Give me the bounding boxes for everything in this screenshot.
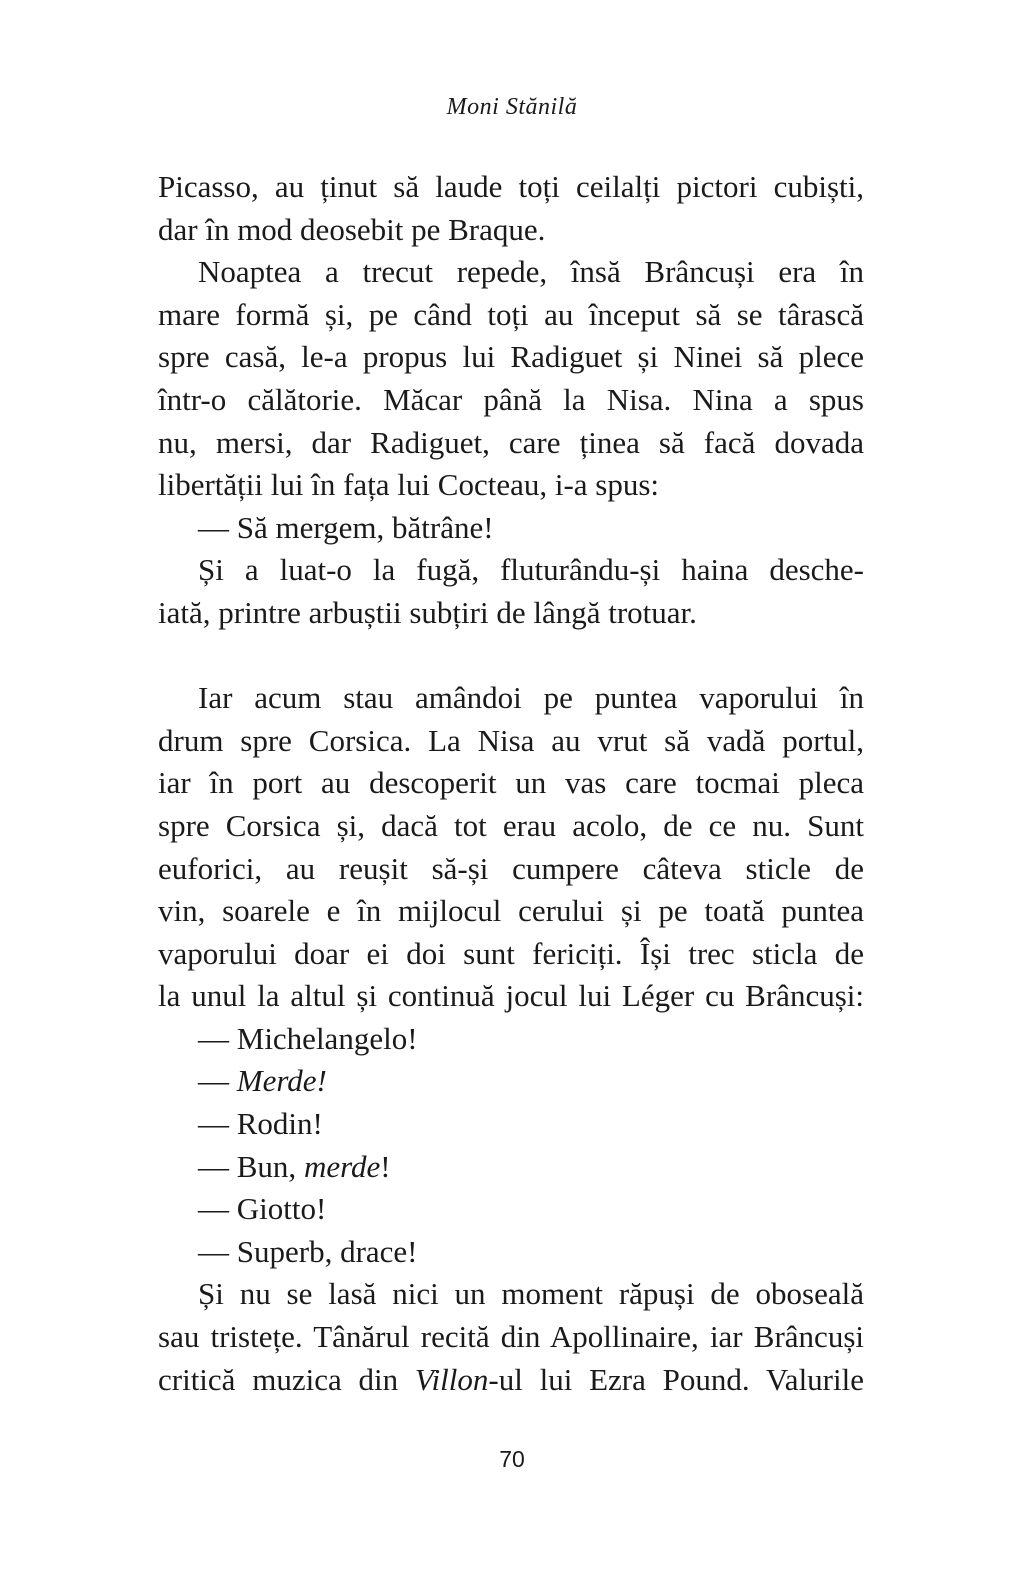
line-prefix: critică muzica din	[158, 1361, 415, 1397]
text-line: la unul la altul și continuă jocul lui Léger cu Brâncuși:	[158, 978, 864, 1014]
text-line: Și a luat-o la fugă, fluturându-și haina desche-	[198, 552, 864, 588]
italic-text: merde	[303, 1148, 381, 1184]
text-line: libertății lui în fața lui Cocteau, i-a spus:	[158, 467, 660, 503]
text-line: într-o călătorie. Măcar până la Nisa. Nina a spus	[158, 381, 864, 417]
italic-text: Villon	[414, 1361, 489, 1397]
dialogue-line	[158, 1146, 864, 1189]
text-line: iar în port au descoperit un vas care tocmai pleca	[158, 765, 864, 801]
dialogue-suffix: !	[380, 1148, 391, 1184]
dialogue-line: — Michelangelo!	[198, 1020, 418, 1056]
text-line: vaporului doar ei doi sunt fericiți. Își trec sticla de	[158, 935, 864, 971]
text-line: drum spre Corsica. La Nisa au vrut să vadă portul,	[158, 722, 864, 758]
text-line	[158, 1359, 864, 1402]
text-line: euforici, au reușit să-și cumpere câteva sticle de	[158, 850, 864, 886]
running-head: Moni Stănilă	[446, 94, 578, 120]
section-break	[158, 635, 864, 678]
dialogue-line: — Rodin!	[198, 1106, 323, 1142]
text-line: Noaptea a trecut repede, însă Brâncuși era în	[198, 254, 864, 290]
dialogue-line	[158, 1060, 864, 1103]
line-suffix: -ul lui Ezra Pound. Valurile	[488, 1361, 864, 1397]
text-line: nu, mersi, dar Radiguet, care ținea să facă dovada	[158, 424, 864, 460]
italic-text: Merde!	[236, 1063, 327, 1099]
dialogue-prefix: —	[198, 1063, 237, 1099]
text-line: iată, printre arbuștii subțiri de lângă trotuar.	[158, 594, 697, 630]
text-line: dar în mod deosebit pe Braque.	[158, 211, 546, 247]
text-line: Iar acum stau amândoi pe puntea vaporului în	[198, 680, 864, 716]
text-line: sau tristețe. Tânărul recită din Apollinaire, iar Brâncuși	[158, 1319, 864, 1355]
text-line: spre casă, le-a propus lui Radiguet și Ninei să plece	[158, 339, 864, 375]
text-line: Și nu se lasă nici un moment răpuși de oboseală	[198, 1276, 864, 1312]
text-line: Picasso, au ținut să laude toți ceilalți pictori cubiști,	[158, 169, 864, 204]
dialogue-prefix: — Bun,	[198, 1148, 304, 1184]
text-line: mare formă și, pe când toți au început să se târască	[158, 296, 864, 332]
dialogue-line: — Giotto!	[198, 1191, 327, 1227]
text-line: spre Corsica și, dacă tot erau acolo, de ce nu. Sunt	[158, 807, 864, 843]
body-text	[158, 166, 864, 1401]
text-line: vin, soarele e în mijlocul cerului și pe toată puntea	[158, 893, 864, 929]
dialogue-line: — Să mergem, bătrâne!	[198, 509, 494, 545]
page-number: 70	[499, 1446, 525, 1472]
dialogue-line: — Superb, drace!	[198, 1233, 418, 1269]
